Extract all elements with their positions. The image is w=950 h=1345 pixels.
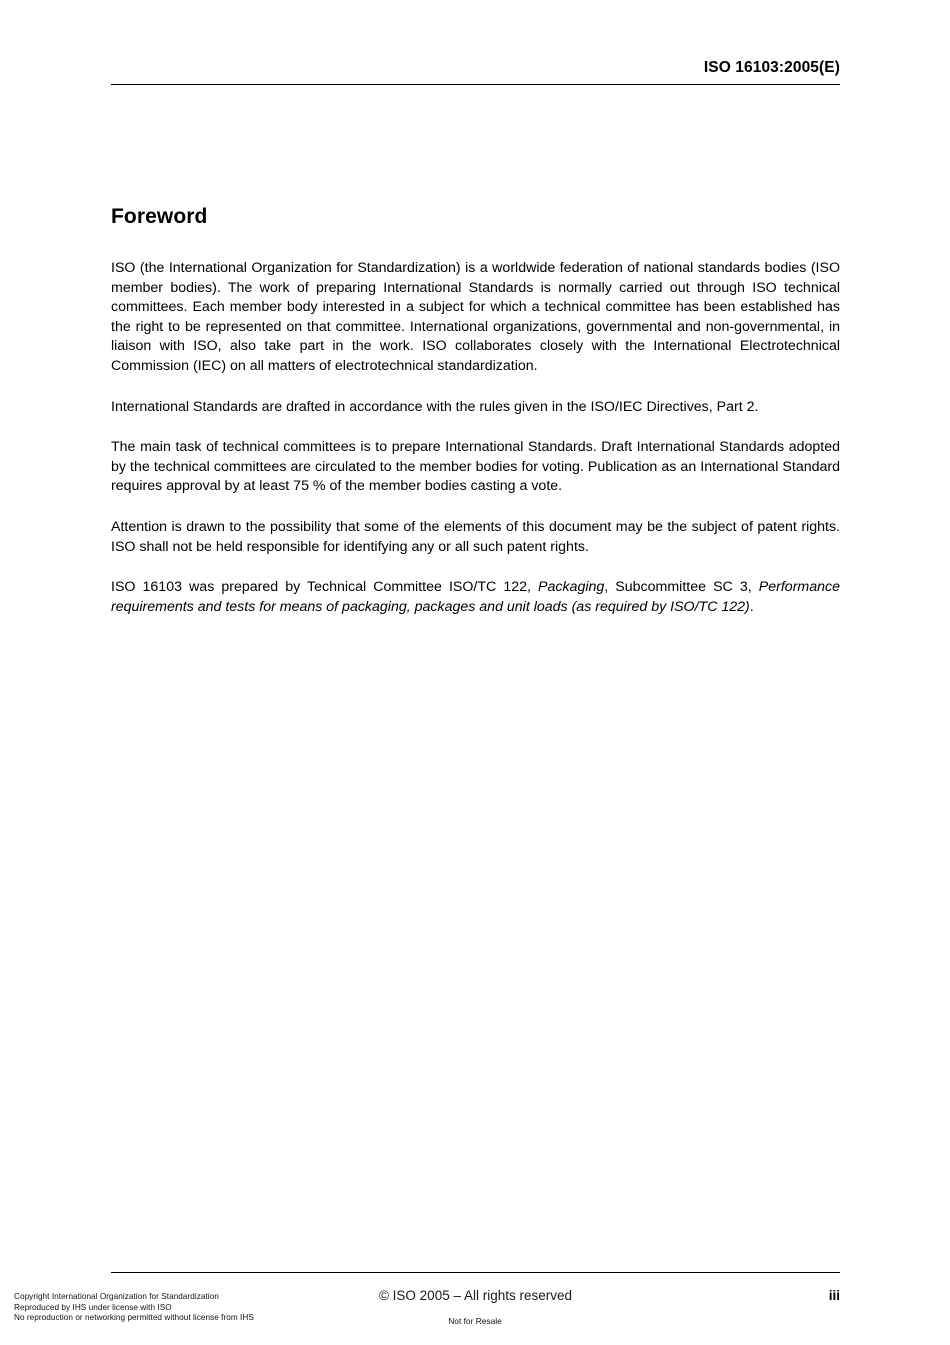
committee-text-part3: .	[749, 598, 754, 615]
foreword-paragraph-3: The main task of technical committees is to prepare International Standards. Draft International Standards adopted by the technical committees are circulated to the member bodies for voting. Publication as an International Standard requires approval by at least 75 % of the member bodies casting a vote.	[111, 439, 840, 495]
header-divider	[111, 84, 840, 85]
committee-text-part2: , Subcommittee SC 3,	[604, 579, 759, 596]
document-standard-reference: ISO 16103:2005(E)	[703, 59, 840, 76]
committee-text-part1: ISO 16103 was prepared by Technical Committee ISO/TC 122,	[111, 579, 539, 596]
foreword-paragraph-1: ISO (the International Organization for Standardization) is a worldwide federation of national standards bodies (ISO member bodies). The work of preparing International Standards is normally carried out through ISO technical committees. Each member body interested in a subject for which a technical committee has been established has the right to be represented on that committee. International organizations, governmental and non-governmental, in liaison with ISO, also take part in the work. ISO collaborates closely with the International Electrotechnical Commission (IEC) on all matters of electrotechnical standardization.	[111, 260, 840, 374]
foreword-paragraph-2: International Standards are drafted in accordance with the rules given in the ISO/IEC Directives, Part 2.	[111, 398, 759, 415]
foreword-paragraph-4: Attention is drawn to the possibility that some of the elements of this document may be the subject of patent rights. ISO shall not be held responsible for identifying any or all such patent rights.	[111, 518, 840, 555]
stamp-not-for-resale: Not for Resale	[448, 1316, 502, 1326]
page-number: iii	[828, 1288, 840, 1303]
stamp-line-license: Reproduced by IHS under license with ISO	[14, 1302, 172, 1312]
document-body	[111, 205, 840, 617]
foreword-paragraph-5	[111, 578, 840, 617]
stamp-line-restriction: No reproduction or networking permitted without license from IHS	[14, 1313, 254, 1323]
footer-copyright: © ISO 2005 – All rights reserved	[378, 1288, 573, 1303]
stamp-line-copyright: Copyright International Organization for Standardization	[14, 1292, 219, 1301]
subcommittee-title: Performance requirements and tests for means of packaging, packages and unit loads (as required by ISO/TC 122)	[111, 579, 840, 615]
footer-divider	[111, 1272, 840, 1273]
committee-title-packaging: Packaging	[538, 579, 605, 596]
page-title: Foreword	[111, 205, 208, 228]
